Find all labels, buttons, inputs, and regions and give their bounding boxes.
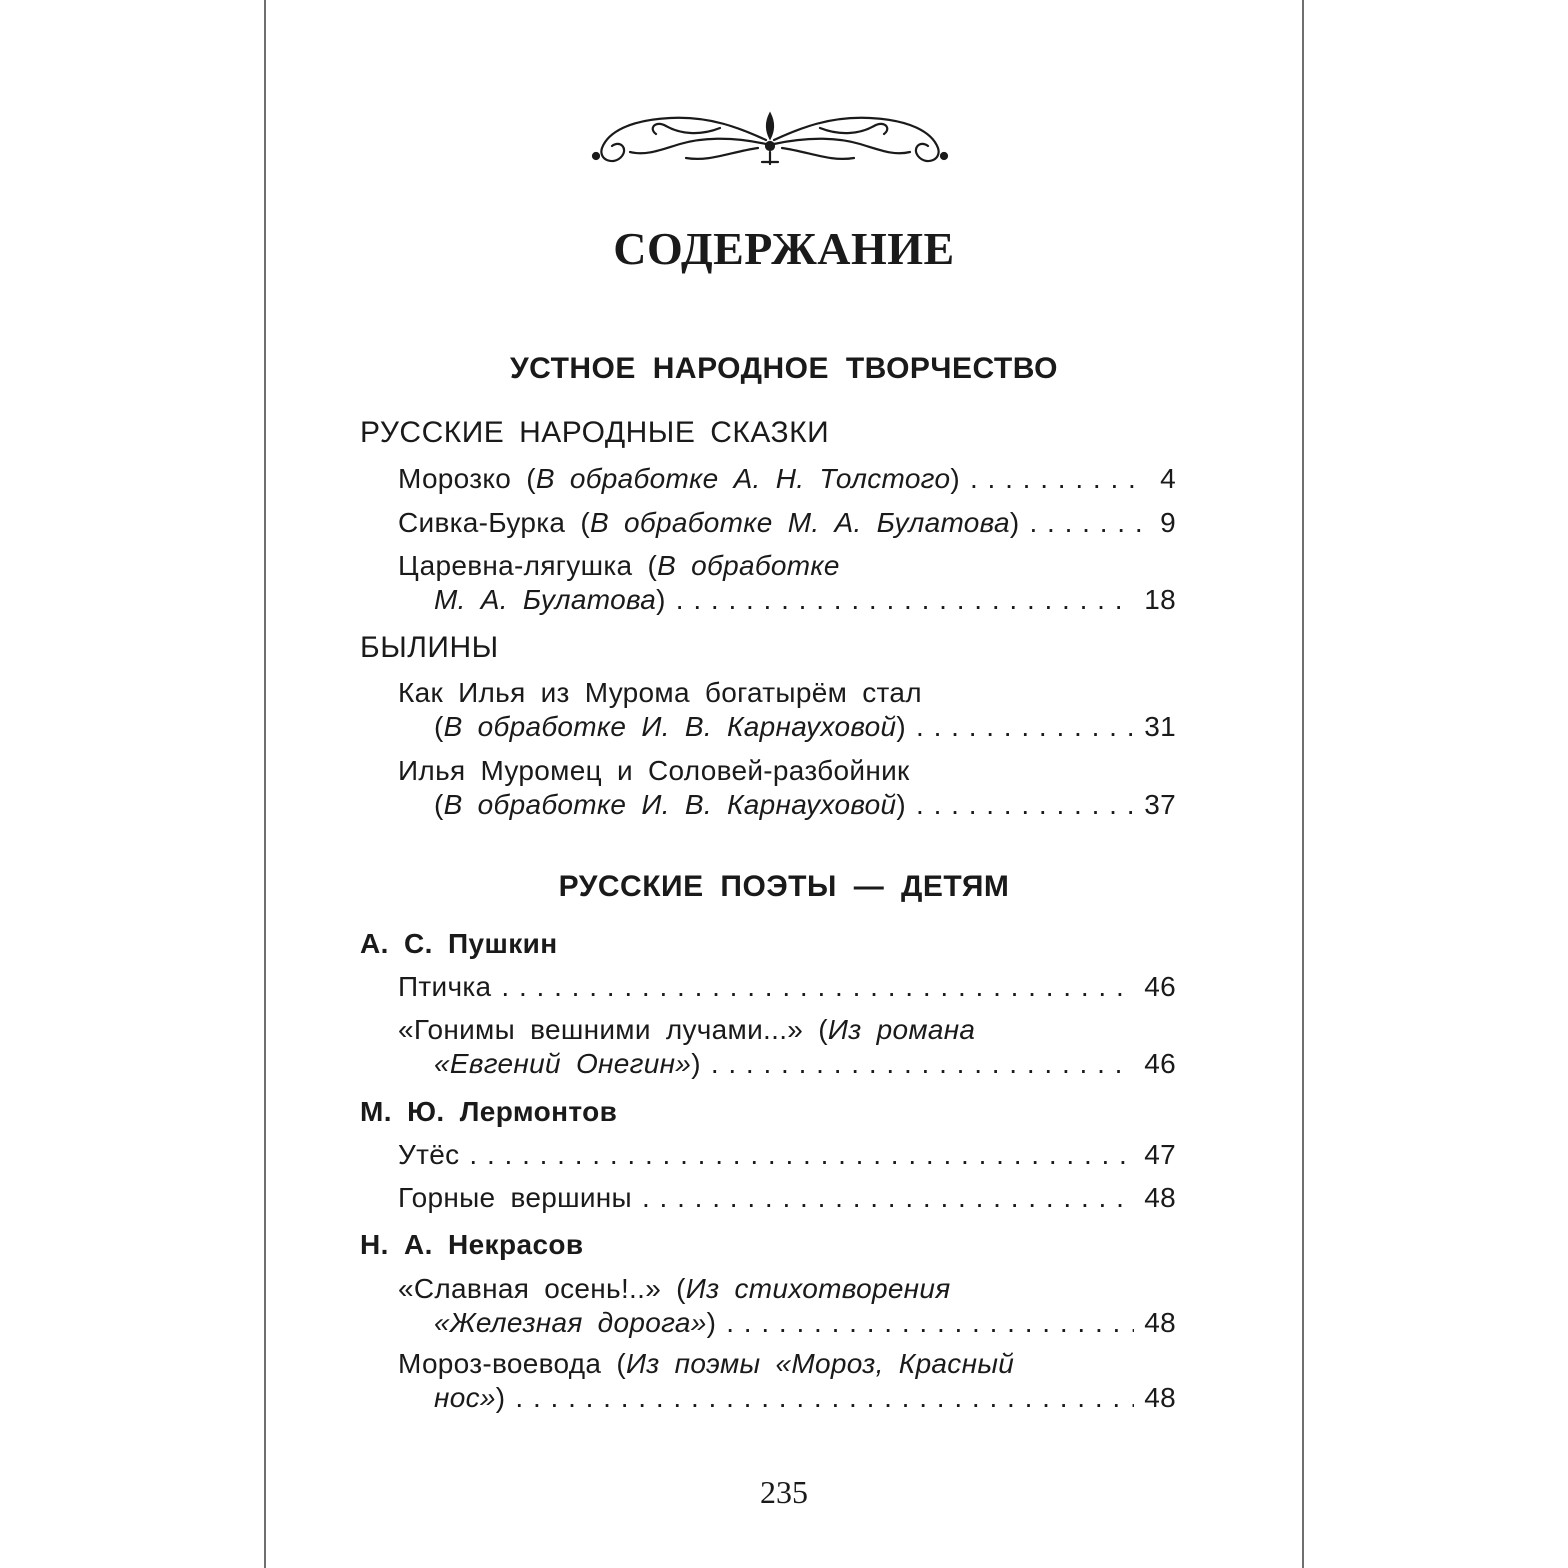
section-heading-oral-folk: УСТНОЕ НАРОДНОЕ ТВОРЧЕСТВО bbox=[509, 352, 1059, 385]
toc-entry[interactable]: Мороз-воевода ( Из поэмы «Мороз, Красный нос» ) . . . 48 bbox=[398, 1347, 1176, 1415]
page-ref: 46 bbox=[1144, 971, 1176, 1002]
leader-dots bbox=[726, 1306, 1134, 1340]
subsection-heading-bylinas: БЫЛИНЫ bbox=[360, 631, 499, 664]
author-heading: М. Ю. Лермонтов bbox=[360, 1096, 618, 1127]
page-ref: 4 bbox=[1160, 463, 1176, 494]
page-number: 235 bbox=[760, 1474, 808, 1510]
toc-entry[interactable]: «Славная осень!..» ( Из стихотворения «Железная дорога» ) . . . 48 bbox=[398, 1272, 1176, 1340]
leader-dots bbox=[1029, 506, 1146, 540]
toc-entry[interactable]: Морозко ( В обработке А. Н. Толстого ) . . . 4 bbox=[398, 462, 1176, 496]
subsection-heading-fairy-tales: РУССКИЕ НАРОДНЫЕ СКАЗКИ bbox=[360, 416, 830, 449]
toc-entry[interactable]: Горные вершины . . . 48 bbox=[398, 1181, 1176, 1215]
page-ref: 37 bbox=[1144, 789, 1176, 820]
flourish-ornament-icon bbox=[590, 108, 950, 172]
leader-dots bbox=[916, 710, 1134, 744]
leader-dots bbox=[642, 1181, 1134, 1215]
leader-dots bbox=[515, 1381, 1134, 1415]
page-ref: 31 bbox=[1144, 711, 1176, 742]
leader-dots bbox=[916, 788, 1134, 822]
leader-dots bbox=[501, 970, 1134, 1004]
toc-entry[interactable]: «Гонимы вешними лучами...» ( Из романа «Евгений Онегин» ) . . . 46 bbox=[398, 1013, 1176, 1081]
toc-entry[interactable]: Сивка-Бурка ( В обработке М. А. Булатова ) . . . 9 bbox=[398, 506, 1176, 540]
page-ref: 48 bbox=[1144, 1382, 1176, 1413]
page-ref: 47 bbox=[1144, 1139, 1176, 1170]
leader-dots bbox=[970, 462, 1146, 496]
toc-entry[interactable]: Царевна-лягушка ( В обработке М. А. Булатова ) . . . 18 bbox=[398, 549, 1176, 617]
page-ref: 9 bbox=[1160, 507, 1176, 538]
leader-dots bbox=[711, 1047, 1134, 1081]
toc-entry[interactable]: Илья Муромец и Соловей-разбойник ( В обработке И. В. Карнауховой ) . . . 37 bbox=[398, 754, 1176, 822]
page-ref: 18 bbox=[1144, 584, 1176, 615]
toc-entry[interactable]: Утёс . . . 47 bbox=[398, 1138, 1176, 1172]
page-ref: 48 bbox=[1144, 1307, 1176, 1338]
page-ref: 48 bbox=[1144, 1182, 1176, 1213]
toc-entry[interactable]: Как Илья из Мурома богатырём стал ( В обработке И. В. Карнауховой ) . . . 31 bbox=[398, 676, 1176, 744]
toc-entry[interactable]: Птичка . . . 46 bbox=[398, 970, 1176, 1004]
page-title: СОДЕРЖАНИЕ bbox=[613, 223, 955, 274]
section-heading-poets: РУССКИЕ ПОЭТЫ — ДЕТЯМ bbox=[558, 870, 1010, 903]
author-heading: Н. А. Некрасов bbox=[360, 1229, 584, 1260]
page-right-edge bbox=[1302, 0, 1304, 1568]
leader-dots bbox=[469, 1138, 1134, 1172]
leader-dots bbox=[676, 583, 1134, 617]
page-ref: 46 bbox=[1144, 1048, 1176, 1079]
author-heading: А. С. Пушкин bbox=[360, 928, 558, 959]
